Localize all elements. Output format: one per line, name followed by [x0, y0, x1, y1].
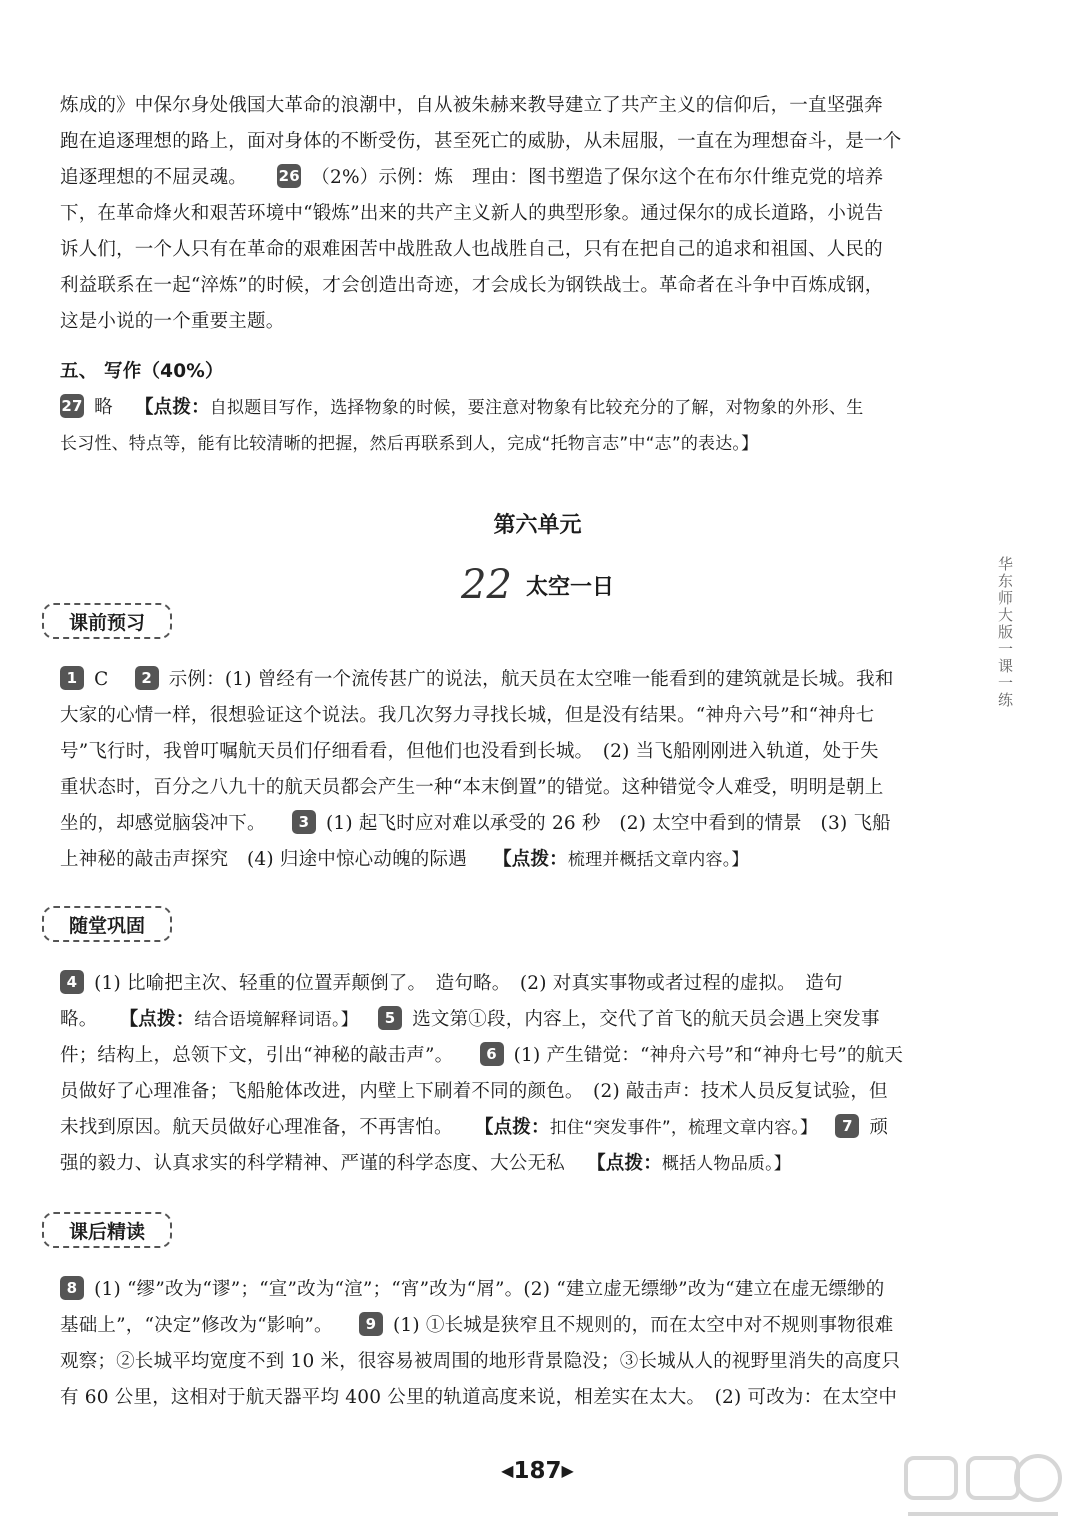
text-segment: (1) 产生错觉：“神舟六号”和“神舟七号”的航天 — [513, 1045, 904, 1066]
question-number-badge: 5 — [378, 1006, 402, 1030]
text-line: 观察；②长城平均宽度不到 10 米，很容易被周围的地形背景隐没；③长城从人的视野里消失的高度只 — [60, 1351, 901, 1372]
question-number-badge: 8 — [60, 1276, 84, 1300]
text-segment: 强的毅力、认真求实的科学精神、严谨的科学态度、大公无私 — [60, 1153, 565, 1174]
section-writing — [60, 354, 942, 462]
question-27-line — [60, 390, 942, 426]
page-number-text: 187 — [513, 1458, 562, 1484]
tip-text: 梳理并概括文章内容。】 — [567, 850, 749, 870]
text-line: 利益联系在一起“淬炼”的时候，才会创造出奇迹，才会成长为钢铁战士。革命者在斗争中百炼成钢， — [60, 275, 884, 296]
text-segment: (1) ①长城是狭窄且不规则的，而在太空中对不规则事物很难 — [392, 1315, 894, 1336]
tip-label: 【点拨： — [474, 1117, 550, 1138]
text-line: 诉人们，一个人只有在革命的艰难困苦中战胜敌人也战胜自己，只有在把自己的追求和祖国、人民的 — [60, 239, 883, 260]
text-segment: 示例：(1) 曾经有一个流传甚广的说法，航天员在太空唯一能看到的建筑就是长城。我和 — [168, 669, 894, 690]
side-running-title: 华东师大版一课一练 — [996, 556, 1014, 709]
text-line: 重状态时，百分之八九十的航天员都会产生一种“本末倒置”的错觉。这种错觉令人难受，明明是朝上 — [60, 777, 884, 798]
lesson-title: 太空一日 — [525, 575, 614, 600]
consolidate-answers — [60, 966, 942, 1182]
text-segment: (1) 比喻把主次、轻重的位置弄颠倒了。 造句略。 (2) 对真实事物或者过程的虚拟。 造句 — [94, 973, 843, 994]
answer-continuation — [60, 88, 942, 340]
text-segment: 顽 — [869, 1117, 889, 1138]
question-26-line — [60, 160, 942, 196]
tip-text: 长习性、特点等，能有比较清晰的把握，然后再联系到人，完成“托物言志”中“志”的表达。】 — [60, 434, 759, 454]
question-number-badge: 3 — [292, 810, 316, 834]
text-segment: 件；结构上，总领下文，引出“神秘的敲击声”。 — [60, 1045, 454, 1066]
question-6-line — [60, 1038, 942, 1074]
tip-label: 【点拨： — [493, 849, 568, 870]
question-3-line — [60, 806, 942, 842]
text-line: 有 60 公里，这相对于航天器平均 400 公里的轨道高度来说，相差实在太大。 (2) 可改为：在太空中 — [60, 1387, 898, 1408]
reading-answers — [60, 1272, 942, 1416]
text-line: 这是小说的一个重要主题。 — [60, 311, 285, 332]
text-line: 炼成的》中保尔身处俄国大革命的浪潮中，自从被朱赫来教导建立了共产主义的信仰后，一直坚强奔 — [60, 95, 883, 116]
question-number-badge: 9 — [359, 1312, 383, 1336]
text-segment: 略 — [94, 397, 113, 418]
question-5-line — [60, 1002, 942, 1038]
text-segment: 选文第①段，内容上，交代了首飞的航天员会遇上突发事 — [412, 1009, 880, 1030]
text-line: 大家的心情一样，很想验证这个说法。我几次努力寻找长城，但是没有结果。“神舟六号”和“神舟七 — [60, 705, 875, 726]
tip-text: 结合语境解释词语。】 — [194, 1010, 358, 1030]
text-line — [60, 1146, 942, 1182]
section-tag-preview: 课前预习 — [42, 603, 172, 639]
text-segment: 基础上”，“决定”修改为“影响”。 — [60, 1315, 333, 1336]
question-number-badge: 7 — [835, 1114, 859, 1138]
question-8-line — [60, 1272, 942, 1308]
lesson-heading — [0, 558, 1075, 608]
text-line: 下，在革命烽火和艰苦环境中“锻炼”出来的共产主义新人的典型形象。通过保尔的成长道路，小说告 — [60, 203, 884, 224]
text-segment: (1) “缪”改为“谬”；“宣”改为“渲”；“宵”改为“屑”。(2) “建立虚无缥缈”改为“建立在虚无缥缈的 — [94, 1279, 885, 1300]
question-7-line — [60, 1110, 942, 1146]
question-4-line — [60, 966, 942, 1002]
question-9-line — [60, 1308, 942, 1344]
text-line: 跑在追逐理想的路上，面对身体的不断受伤，甚至死亡的威胁，从未屈服，一直在为理想奋斗，是一个 — [60, 131, 902, 152]
lesson-number: 22 — [461, 562, 512, 608]
question-number-badge: 6 — [480, 1042, 504, 1066]
tip-text: 扣住“突发事件”，梳理文章内容。】 — [549, 1118, 818, 1138]
text-segment: 未找到原因。航天员做好心理准备，不再害怕。 — [60, 1117, 453, 1138]
text-line — [60, 842, 942, 878]
text-segment: (1) 起飞时应对难以承受的 26 秒 (2) 太空中看到的情景 (3) 飞船 — [325, 813, 891, 834]
tip-text: 自拟题目写作，选择物象的时候，要注意对物象有比较充分的了解，对物象的外形、生 — [209, 398, 864, 418]
text-segment: 上神秘的敲击声探究 (4) 归途中惊心动魄的际遇 — [60, 849, 467, 870]
text-segment: （2%）示例：炼 理由：图书塑造了保尔这个在布尔什维克党的培养 — [311, 167, 884, 188]
text-segment: 坐的，却感觉脑袋冲下。 — [60, 813, 266, 834]
unit-title: 第六单元 — [493, 513, 582, 538]
text-segment: 追逐理想的不屈灵魂。 — [60, 167, 248, 188]
question-number-badge: 27 — [60, 394, 84, 418]
tip-label: 【点拨： — [134, 397, 210, 418]
right-arrow-icon: ▶ — [561, 1461, 574, 1480]
text-segment: C — [94, 669, 109, 690]
question-number-badge: 2 — [135, 666, 159, 690]
preview-answers — [60, 662, 942, 878]
section-tag-consolidate: 随堂巩固 — [42, 906, 172, 942]
tip-label: 【点拨： — [587, 1153, 662, 1174]
tip-label: 【点拨： — [119, 1009, 195, 1030]
question-1-2-line — [60, 662, 942, 698]
section-tag-reading: 课后精读 — [42, 1212, 172, 1248]
question-number-badge: 1 — [60, 666, 84, 690]
section-heading: 五、 写作（40%） — [60, 361, 224, 382]
question-number-badge: 4 — [60, 970, 84, 994]
left-arrow-icon: ◀ — [501, 1461, 514, 1480]
text-segment: 略。 — [60, 1009, 98, 1030]
text-line: 员做好了心理准备；飞船舱体改进，内壁上下刷着不同的颜色。 (2) 敲击声：技术人员反复试验，但 — [60, 1081, 888, 1102]
text-line: 号”飞行时，我曾叮嘱航天员们仔细看看，但他们也没看到长城。 (2) 当飞船刚刚进入轨道，处于失 — [60, 741, 879, 762]
watermark-logo-icon — [898, 1450, 1068, 1530]
question-number-badge: 26 — [277, 164, 301, 188]
tip-text: 概括人物品质。】 — [661, 1154, 792, 1174]
